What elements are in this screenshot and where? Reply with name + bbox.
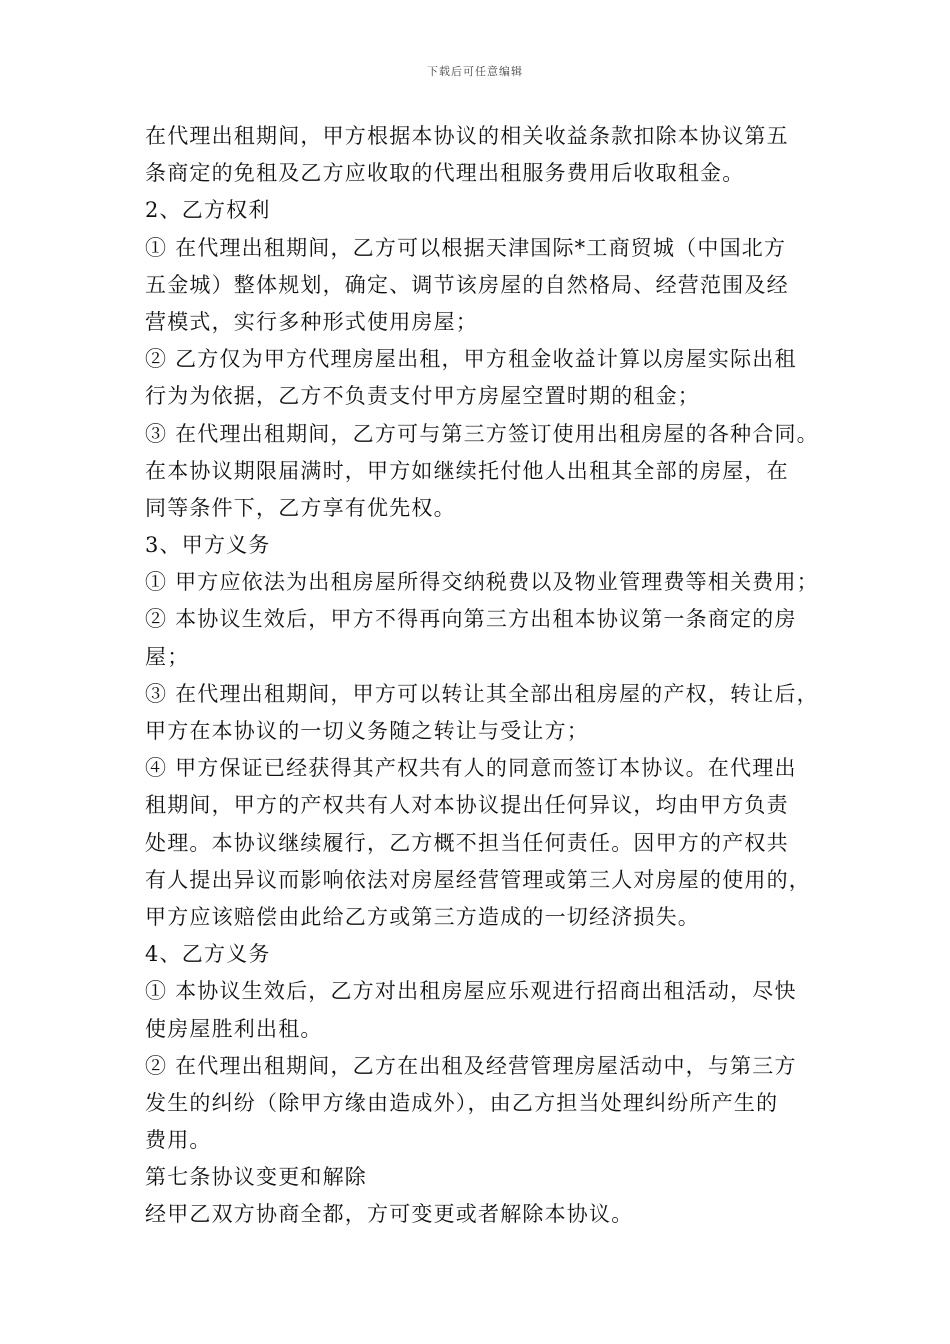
text-line: ③ 在代理出租期间，乙方可与第三方签订使用出租房屋的各种合同。 <box>145 421 819 446</box>
text-line: ② 在代理出租期间，乙方在出租及经营管理房屋活动中，与第三方 <box>145 1053 797 1078</box>
section-heading: 4、乙方义务 <box>145 942 271 967</box>
text-line: ② 本协议生效后，甲方不得再向第三方出租本协议第一条商定的房 <box>145 607 797 632</box>
text-line: ③ 在代理出租期间，甲方可以转让其全部出租房屋的产权，转让后， <box>145 681 819 706</box>
text-line: 在本协议期限届满时，甲方如继续托付他人出租其全部的房屋，在 <box>145 458 789 483</box>
text-line: 甲方在本协议的一切义务随之转让与受让方； <box>145 719 589 743</box>
text-line: 甲方应该赔偿由此给乙方或第三方造成的一切经济损失。 <box>145 904 700 929</box>
text-line: ④ 甲方保证已经获得其产权共有人的同意而签订本协议。在代理出 <box>145 756 797 781</box>
text-line: ② 乙方仅为甲方代理房屋出租，甲方租金收益计算以房屋实际出租 <box>145 347 797 372</box>
text-line: 在代理出租期间，甲方根据本协议的相关收益条款扣除本协议第五 <box>145 124 789 148</box>
text-line: 经甲乙双方协商全都，方可变更或者解除本协议。 <box>145 1202 634 1227</box>
text-line: 营模式，实行多种形式使用房屋； <box>145 309 478 334</box>
text-line: 费用。 <box>145 1128 212 1153</box>
text-line: ① 本协议生效后，乙方对出租房屋应乐观进行招商出租活动，尽快 <box>145 979 797 1004</box>
text-line: 有人提出异议而影响依法对房屋经营管理或第三人对房屋的使用的， <box>145 867 811 892</box>
text-line: 处理。本协议继续履行，乙方概不担当任何责任。因甲方的产权共 <box>145 830 789 855</box>
section-heading: 2、乙方权利 <box>145 198 271 223</box>
text-line: 租期间，甲方的产权共有人对本协议提出任何异议，均由甲方负责 <box>145 793 789 818</box>
text-line: 五金城）整体规划，确定、调节该房屋的自然格局、经营范围及经 <box>145 272 789 297</box>
article-heading: 第七条协议变更和解除 <box>145 1165 367 1190</box>
text-line: 使房屋胜利出租。 <box>145 1016 323 1041</box>
text-line: 行为为依据，乙方不负责支付甲方房屋空置时期的租金； <box>145 384 700 409</box>
text-line: 屋； <box>145 644 190 669</box>
text-line: 发生的纠纷（除甲方缘由造成外），由乙方担当处理纠纷所产生的 <box>145 1090 779 1115</box>
text-line: ① 在代理出租期间，乙方可以根据天津国际*工商贸城（中国北方 <box>145 235 787 260</box>
text-line: 条商定的免租及乙方应收取的代理出租服务费用后收取租金。 <box>145 161 745 186</box>
page-header-note: 下载后可任意编辑 <box>427 65 523 78</box>
section-heading: 3、甲方义务 <box>145 533 271 558</box>
document-body <box>145 118 820 1234</box>
text-line: 同等条件下，乙方享有优先权。 <box>145 495 456 520</box>
text-line: ① 甲方应依法为出租房屋所得交纳税费以及物业管理费等相关费用； <box>145 570 819 595</box>
